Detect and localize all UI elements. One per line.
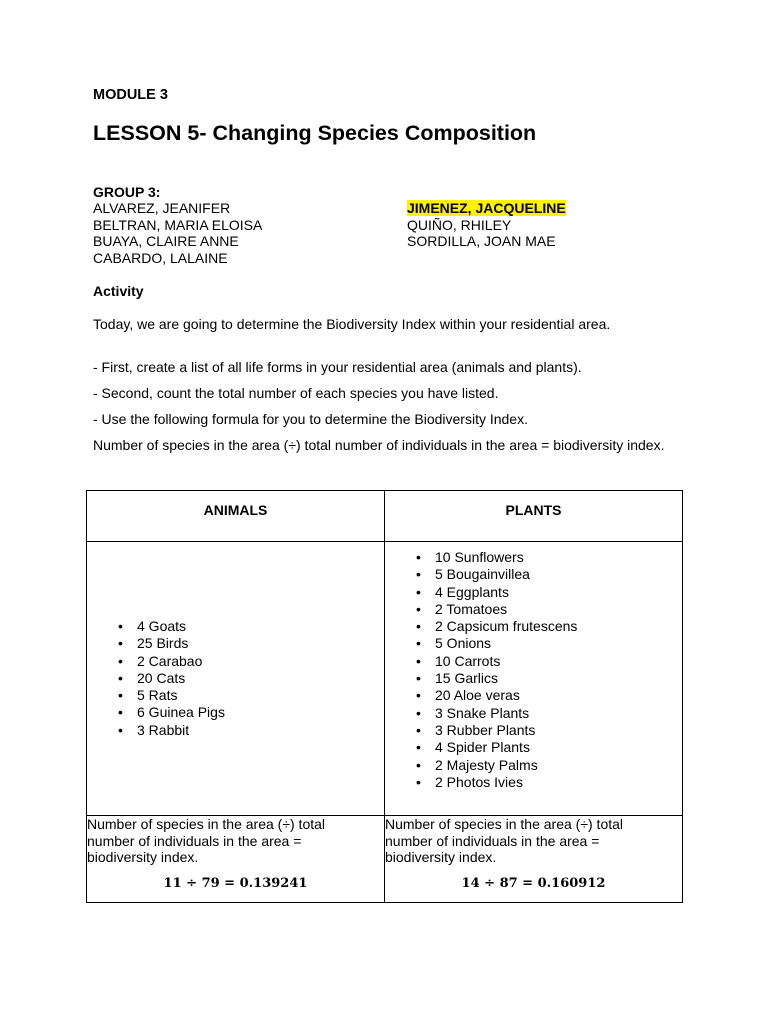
animal-list-item: • 3 Rabbit	[118, 722, 384, 739]
table-formula-row	[87, 816, 683, 903]
module-label: MODULE 3	[93, 87, 168, 103]
plant-list-item: • 2 Capsicum frutescens	[416, 618, 682, 635]
plant-list-item: • 2 Majesty Palms	[416, 757, 682, 774]
formula-line: Number of species in the area (÷) total	[385, 816, 624, 832]
plant-list-item: • 5 Bougainvillea	[416, 566, 682, 583]
instruction-step-2: - Second, count the total number of each species you have listed.	[93, 385, 499, 401]
group-member: QUIÑO, RHILEY	[407, 216, 512, 233]
animal-list-item: • 2 Carabao	[118, 653, 384, 670]
animal-list-item: • 4 Goats	[118, 618, 384, 635]
formula-text	[385, 816, 682, 866]
formula-line: biodiversity index.	[87, 849, 199, 865]
instruction-step-3: - Use the following formula for you to determine the Biodiversity Index.	[93, 411, 528, 427]
group-title: GROUP 3:	[93, 184, 161, 200]
formula-line: Number of species in the area (÷) total	[87, 816, 326, 832]
animals-header: ANIMALS	[87, 491, 385, 542]
plant-list-item: • 20 Aloe veras	[416, 687, 682, 704]
group-members-right	[407, 200, 566, 250]
formula-text	[87, 816, 384, 866]
group-member: CABARDO, LALAINE	[93, 250, 228, 267]
table-list-row	[87, 542, 683, 816]
animal-list-item: • 25 Birds	[118, 635, 384, 652]
group-member: ALVAREZ, JEANIFER	[93, 200, 231, 216]
plants-header: PLANTS	[385, 491, 683, 542]
group-member: BUAYA, CLAIRE ANNE	[93, 233, 239, 250]
animal-list-item: • 20 Cats	[118, 670, 384, 687]
plant-list-item: • 4 Eggplants	[416, 584, 682, 601]
animals-cell	[87, 542, 385, 816]
formula-line: number of individuals in the area =	[87, 832, 302, 849]
animals-list	[87, 618, 384, 739]
animals-formula-cell	[87, 816, 385, 903]
animal-list-item: • 6 Guinea Pigs	[118, 704, 384, 721]
group-member: BELTRAN, MARIA ELOISA	[93, 216, 263, 233]
plant-list-item: • 4 Spider Plants	[416, 739, 682, 756]
plant-list-item: • 10 Sunflowers	[416, 549, 682, 566]
table-header-row	[87, 491, 683, 542]
lesson-title: LESSON 5- Changing Species Composition	[93, 121, 537, 145]
formula-description: Number of species in the area (÷) total number of individuals in the area = biodiversity index.	[93, 437, 665, 453]
plants-cell	[385, 542, 683, 816]
animal-list-item: • 5 Rats	[118, 687, 384, 704]
highlighted-group-member: JIMENEZ, JACQUELINE	[407, 200, 566, 216]
group-members-left	[93, 200, 262, 267]
plant-list-item: • 15 Garlics	[416, 670, 682, 687]
biodiversity-table	[86, 490, 683, 903]
plant-list-item: • 10 Carrots	[416, 653, 682, 670]
plant-list-item: • 3 Rubber Plants	[416, 722, 682, 739]
formula-line: biodiversity index.	[385, 849, 497, 865]
plant-list-item: • 2 Tomatoes	[416, 601, 682, 618]
animals-biodiversity-calc: 11 ÷ 79 = 0.139241	[163, 875, 308, 891]
plant-list-item: • 5 Onions	[416, 635, 682, 652]
instruction-step-1: - First, create a list of all life forms in your residential area (animals and plants).	[93, 359, 582, 375]
plant-list-item: • 3 Snake Plants	[416, 705, 682, 722]
activity-heading: Activity	[93, 283, 144, 299]
plant-list-item: • 2 Photos Ivies	[416, 774, 682, 791]
plants-formula-cell	[385, 816, 683, 903]
intro-paragraph: Today, we are going to determine the Biodiversity Index within your residential area.	[93, 316, 611, 332]
plants-biodiversity-calc: 14 ÷ 87 = 0.160912	[461, 875, 606, 891]
formula-line: number of individuals in the area =	[385, 832, 600, 849]
group-member: SORDILLA, JOAN MAE	[407, 233, 556, 250]
plants-list	[385, 549, 682, 791]
